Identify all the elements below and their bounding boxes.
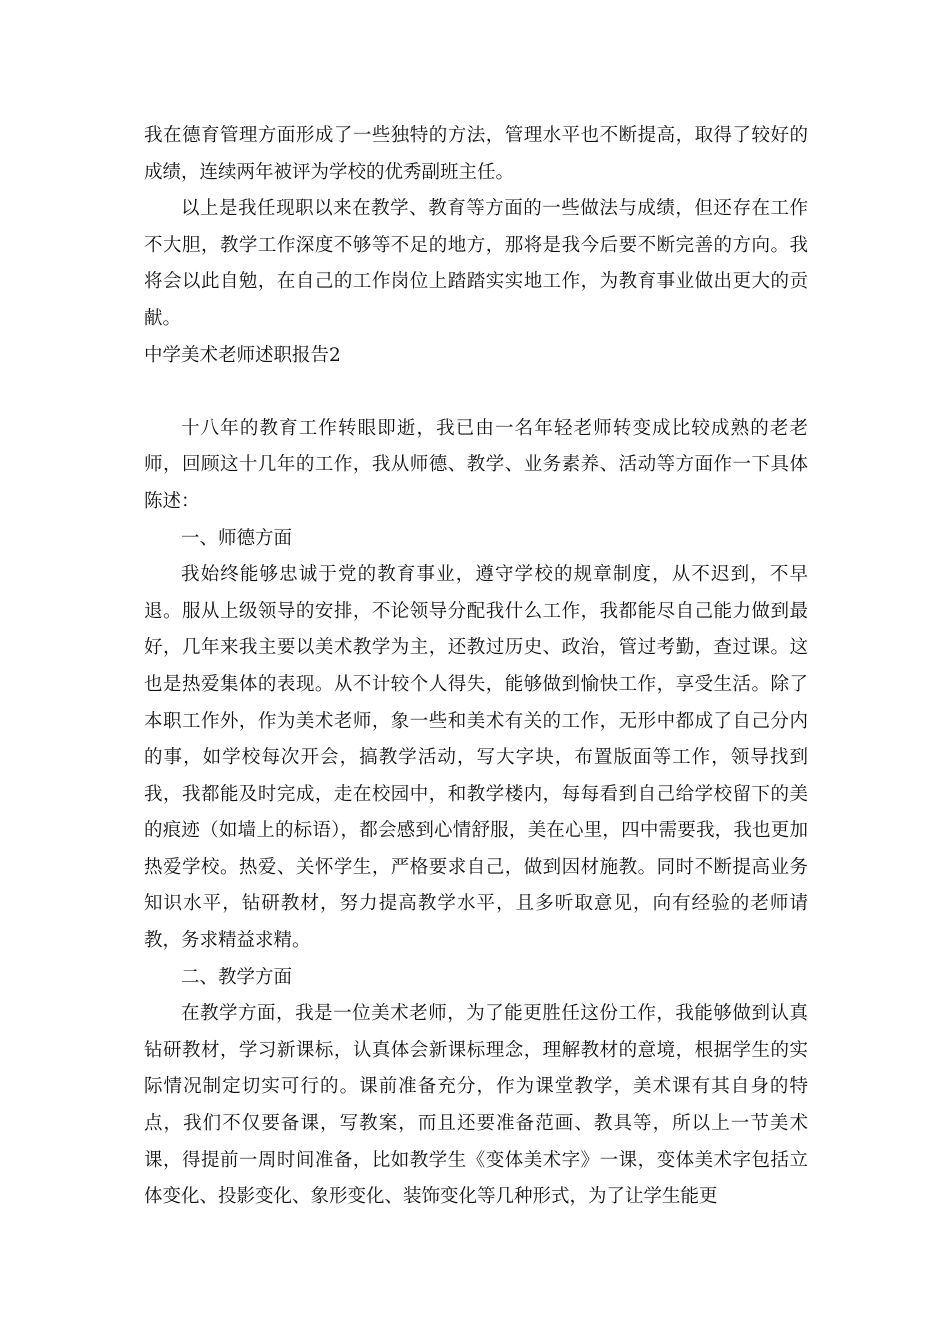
blank-line (144, 374, 808, 411)
section-title: 中学美术老师述职报告2 (144, 344, 341, 366)
paragraph-summary: 以上是我任现职以来在教学、教育等方面的一些做法与成绩，但还存在工作不大胆，教学工作深度不够等不足的地方，那将是我今后要不断完善的方向。我将会以此自勉，在自己的工作岗位上踏踏实实地工作，为教育事业做出更大的贡献。 (144, 198, 808, 329)
paragraph-intro: 十八年的教育工作转眼即逝，我已由一名年轻老师转变成比较成熟的老老师，回顾这十几年的工作，我从师德、教学、业务素养、活动等方面作一下具体陈述： (144, 417, 808, 512)
paragraph-ethics: 我始终能够忠诚于党的教育事业，遵守学校的规章制度，从不迟到，不早退。服从上级领导的安排，不论领导分配我什么工作，我都能尽自己能力做到最好，几年来我主要以美术教学为主，还教过历史、政治，管过考勤，查过课。这也是热爱集体的表现。从不计较个人得失，能够做到愉快工作，享受生活。除了本职工作外，作为美术老师，象一些和美术有关的工作，无形中都成了自己分内的事，如学校每次开会，搞教学活动，写大字块，布置版面等工作，领导找到我，我都能及时完成，走在校园中，和教学楼内，每每看到自己给学校留下的美的痕迹（如墙上的标语），都会感到心情舒服，美在心里，四中需要我，我也更加热爱学校。热爱、关怀学生，严格要求自己，做到因材施教。同时不断提高业务知识水平，钻研教材，努力提高教学水平，且多听取意见，向有经验的老师请教，务求精益求精。 (144, 564, 808, 952)
heading-teaching: 二、教学方面 (181, 966, 293, 988)
document-page (144, 118, 808, 1216)
paragraph-moral-management: 我在德育管理方面形成了一些独特的方法，管理水平也不断提高，取得了较好的成绩，连续两年被评为学校的优秀副班主任。 (144, 125, 808, 183)
paragraph-teaching: 在教学方面，我是一位美术老师，为了能更胜任这份工作，我能够做到认真钻研教材，学习新课标，认真体会新课标理念，理解教材的意境，根据学生的实际情况制定切实可行的。课前准备充分，作为课堂教学，美术课有其自身的特点，我们不仅要备课，写教案，而且还要准备范画、教具等，所以上一节美术课，得提前一周时间准备，比如教学生《变体美术字》一课，变体美术字包括立体变化、投影变化、象形变化、装饰变化等几种形式，为了让学生能更 (144, 1003, 808, 1208)
heading-ethics: 一、师德方面 (181, 527, 293, 549)
